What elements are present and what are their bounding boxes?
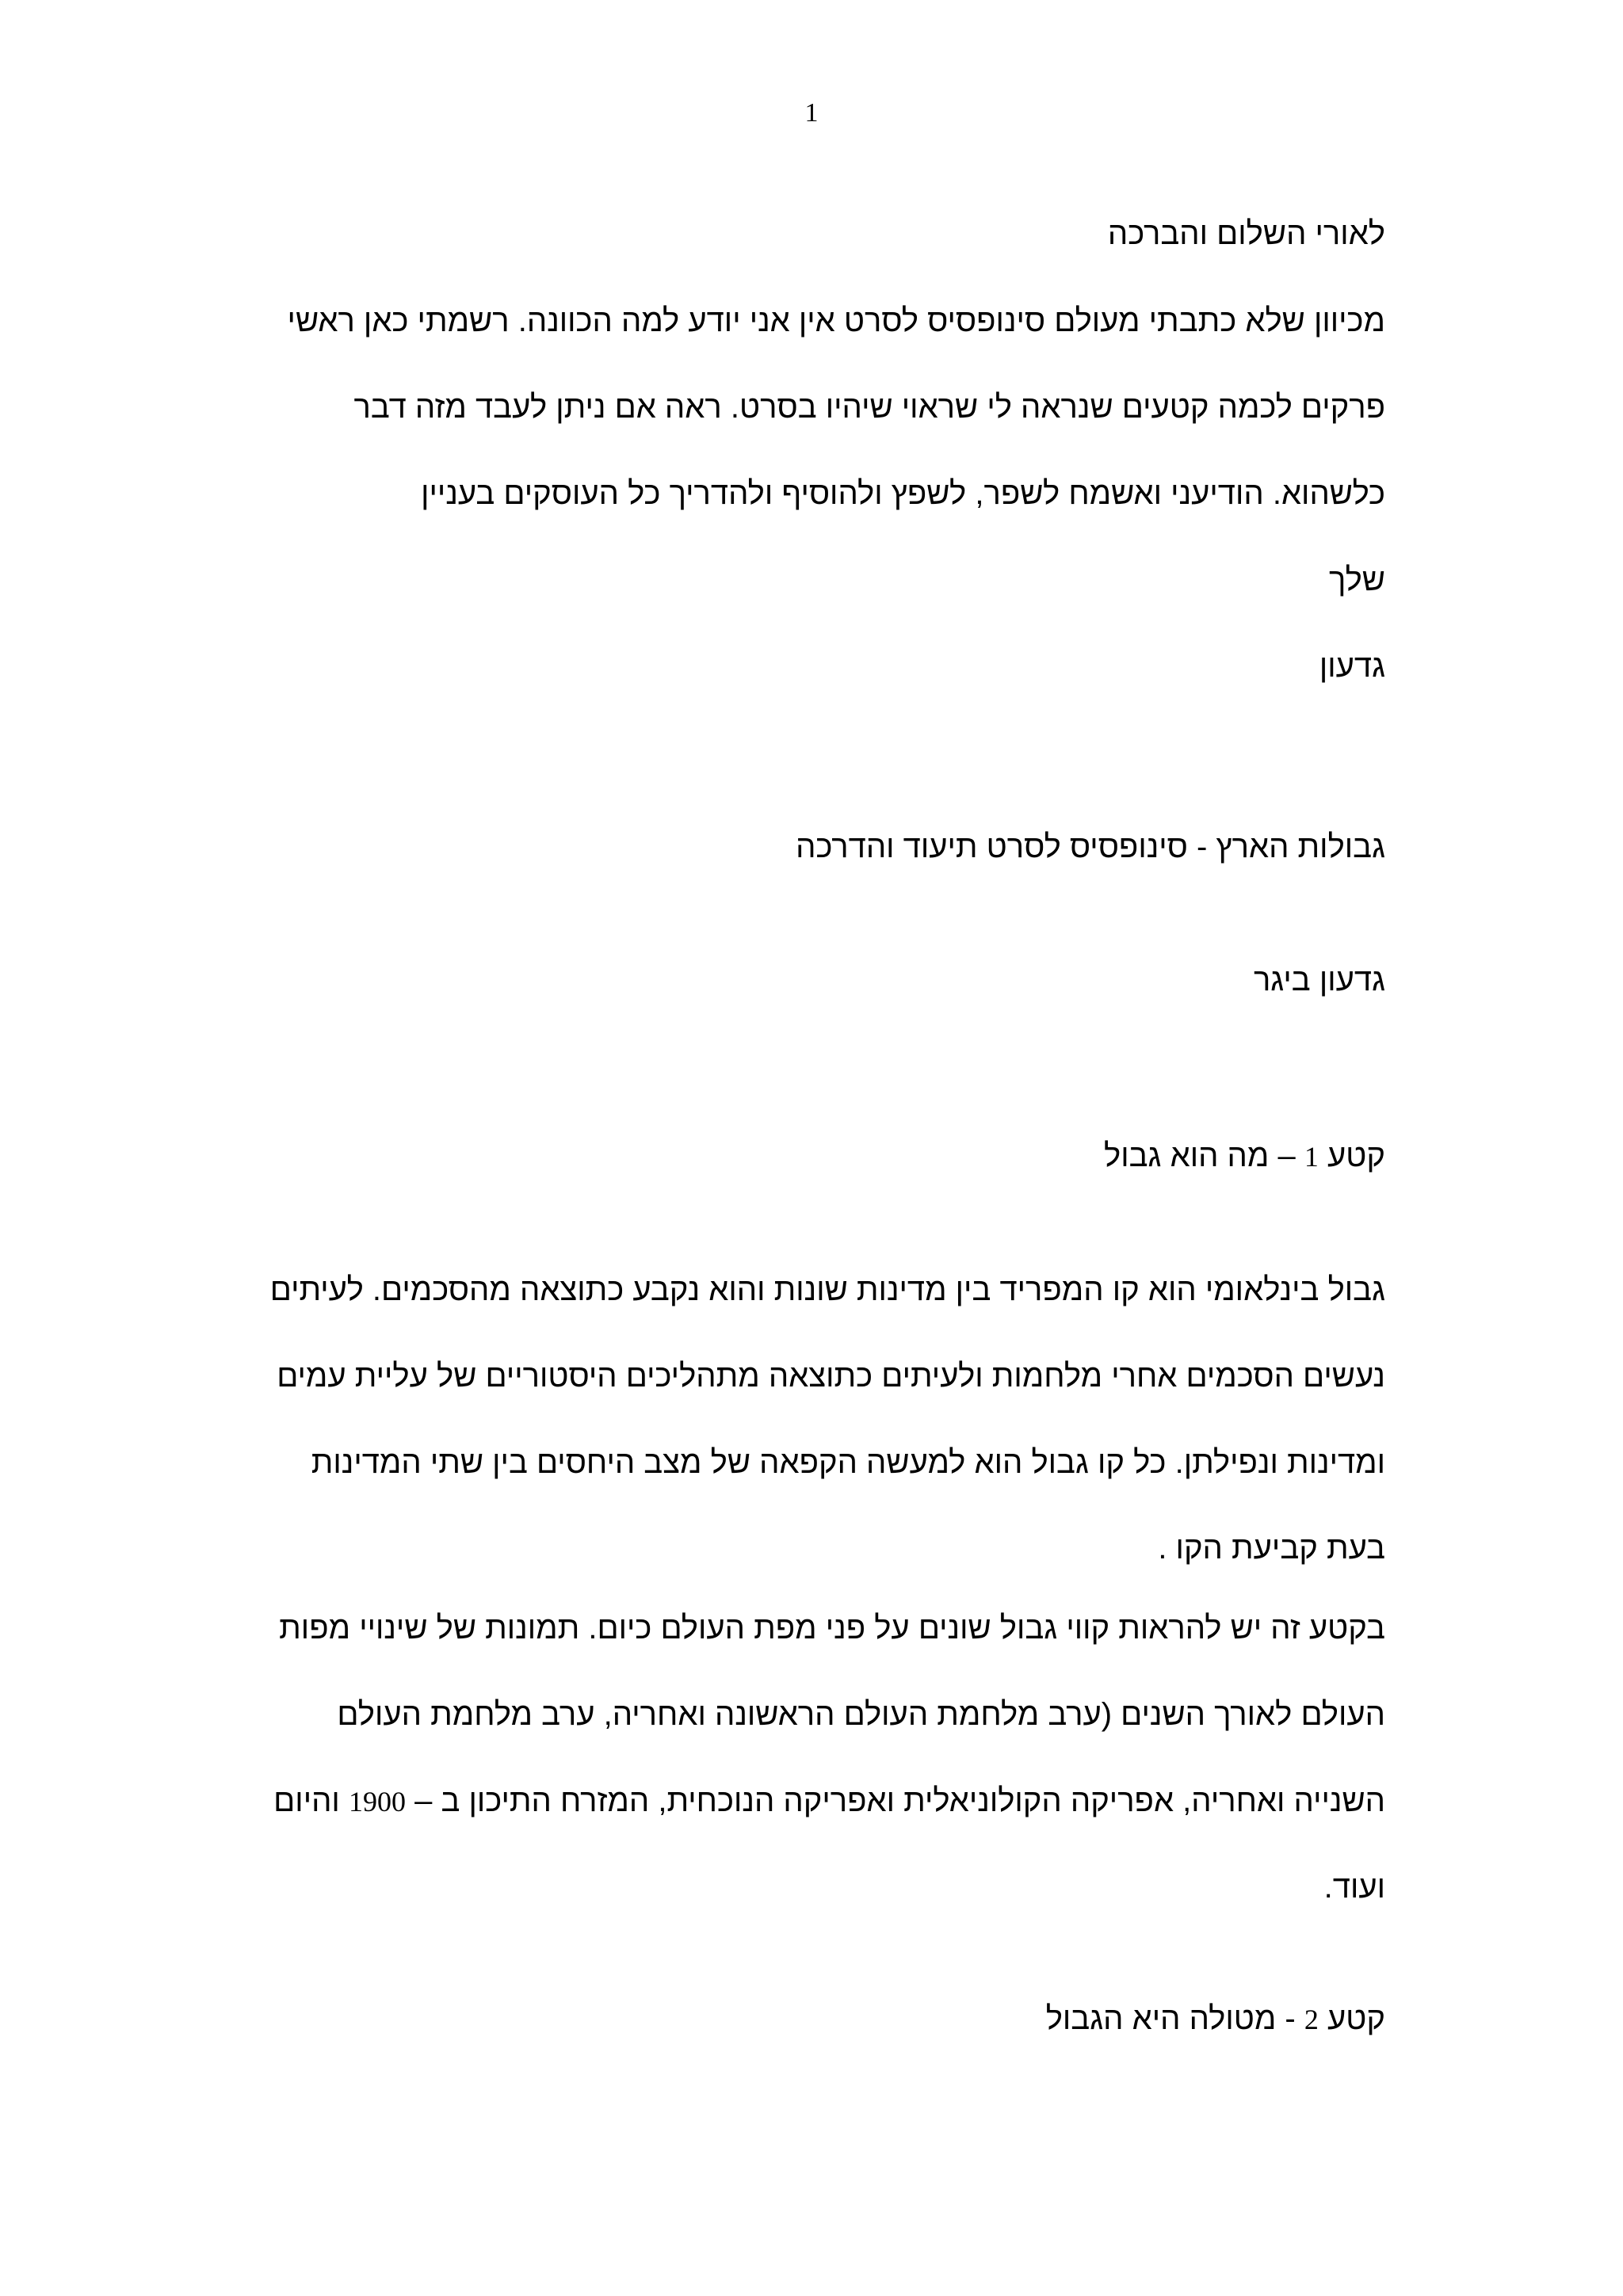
paragraph-2-text-before-year: השנייה ואחריה, אפריקה הקולוניאלית ואפריקה הנוכחית, המזרח התיכון ב –: [414, 1783, 1385, 1818]
section-1-paragraph-2-line: ועוד.: [1323, 1870, 1385, 1905]
page-number: 1: [804, 98, 819, 128]
section-1-paragraph-line: ומדינות ונפילתן. כל קו גבול הוא למעשה הקפאה של מצב היחסים בין שתי המדינות: [311, 1445, 1385, 1480]
section-1-heading: [1104, 1136, 1385, 1177]
letter-body-line: מכיוון שלא כתבתי מעולם סינופסיס לסרט אין אני יודע למה הכוונה. רשמתי כאן ראשי: [287, 303, 1385, 338]
section-1-paragraph-line: בעת קביעת הקו .: [1158, 1531, 1385, 1566]
section-1-paragraph-line: נעשים הסכמים אחרי מלחמות ולעיתים כתוצאה מתהליכים היסטוריים של עליית עמים: [277, 1359, 1385, 1394]
section-1-paragraph-2-line: בקטע זה יש להראות קווי גבול שונים על פני מפת העולם כיום. תמונות של שינויי מפות: [279, 1611, 1385, 1646]
section-1-paragraph-2-line: [273, 1781, 1385, 1821]
document-title: גבולות הארץ - סינופסיס לסרט תיעוד והדרכה: [796, 830, 1385, 864]
section-2-heading: [1046, 1999, 1385, 2039]
section-2-heading-prefix: קטע: [1327, 2001, 1385, 2036]
letter-closing: שלך: [1329, 563, 1385, 597]
paragraph-2-year: 1900: [348, 1786, 406, 1817]
section-1-heading-suffix: – מה הוא גבול: [1104, 1138, 1296, 1173]
letter-signature: גדעון: [1319, 649, 1385, 684]
section-1-heading-number: 1: [1304, 1141, 1319, 1173]
section-1-paragraph-2-line: העולם לאורך השנים (ערב מלחמת העולם הראשונה ואחריה, ערב מלחמת העולם: [337, 1697, 1385, 1732]
document-author: גדעון ביגר: [1253, 963, 1385, 997]
section-1-paragraph-line: גבול בינלאומי הוא קו המפריד בין מדינות שונות והוא נקבע כתוצאה מהסכמים. לעיתים: [269, 1272, 1385, 1307]
section-2-heading-number: 2: [1304, 2004, 1319, 2035]
letter-body-line: כלשהוא. הודיעני ואשמח לשפר, לשפץ ולהוסיף ולהדריך כל העוסקים בעניין: [421, 476, 1385, 511]
paragraph-2-text-after-year: והיום: [273, 1783, 340, 1818]
section-2-heading-suffix: - מטולה היא הגבול: [1045, 2001, 1296, 2036]
section-1-heading-prefix: קטע: [1327, 1138, 1385, 1173]
letter-greeting: לאורי השלום והברכה: [1107, 216, 1385, 251]
letter-body-line: פרקים לכמה קטעים שנראה לי שראוי שיהיו בסרט. ראה אם ניתן לעבד מזה דבר: [353, 390, 1385, 425]
